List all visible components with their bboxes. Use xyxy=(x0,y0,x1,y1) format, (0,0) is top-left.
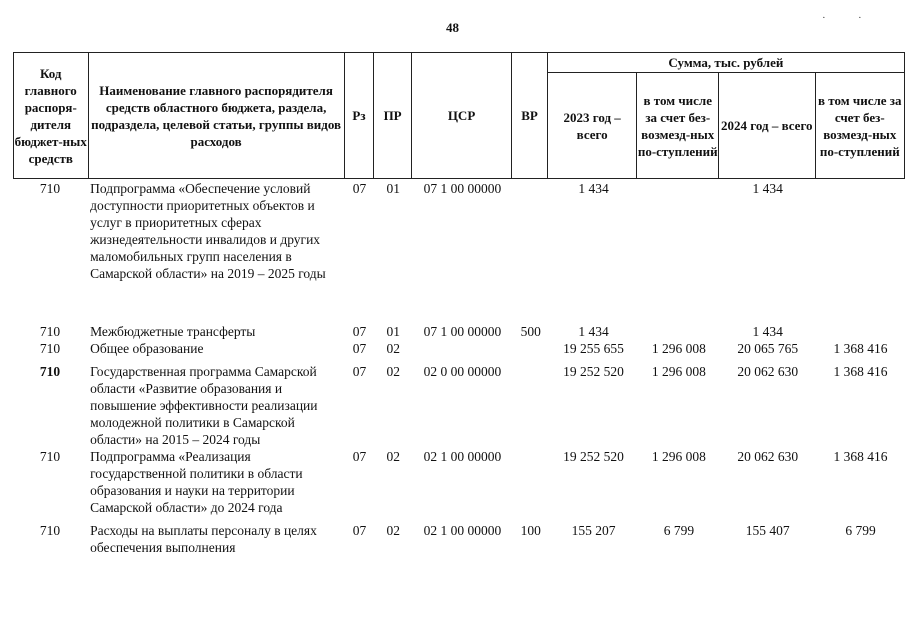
header-2023-total: 2023 год – всего xyxy=(547,73,637,179)
cell-2023-free xyxy=(638,323,719,340)
cell-csr: 07 1 00 00000 xyxy=(423,324,502,339)
cell-2024-free: 1 368 416 xyxy=(833,364,888,379)
cell-csr: 02 0 00 00000 xyxy=(423,364,502,379)
cell-2023-free xyxy=(638,180,719,323)
table-row xyxy=(13,323,905,340)
scan-mark: · xyxy=(858,12,862,24)
header-2024-total: 2024 год – всего xyxy=(719,73,816,179)
page-number: 48 xyxy=(446,20,459,35)
cell-pr: 01 xyxy=(386,181,400,196)
cell-name: Государственная программа Самарской области «Развитие образования и повышение эффективности реализации молодежной политики в Самарской области» на 2015 – 2024 годы xyxy=(90,364,318,447)
cell-code: 710 xyxy=(39,181,61,196)
cell-vr xyxy=(513,340,549,357)
header-vr: ВР xyxy=(512,53,548,179)
cell-2024-total: 20 062 630 xyxy=(737,364,799,379)
cell-csr xyxy=(412,340,513,357)
cell-csr: 02 1 00 00000 xyxy=(423,523,502,538)
cell-pr: 02 xyxy=(386,341,400,356)
cell-2023-free: 1 296 008 xyxy=(651,449,706,464)
cell-code: 710 xyxy=(39,523,61,538)
cell-2024-total: 1 434 xyxy=(752,324,783,339)
cell-2023-total: 155 207 xyxy=(571,523,616,538)
header-name: Наименование главного распорядителя средств областного бюджета, раздела, подраздела, целевой статьи, группы видов расходов xyxy=(88,53,344,179)
table-row xyxy=(13,448,905,516)
cell-rz: 07 xyxy=(352,324,367,339)
cell-2024-free: 6 799 xyxy=(845,523,876,538)
cell-2023-total: 1 434 xyxy=(578,324,609,339)
cell-2023-total: 19 252 520 xyxy=(563,449,624,464)
cell-vr xyxy=(513,180,549,323)
cell-rz: 07 xyxy=(352,341,367,356)
cell-csr: 07 1 00 00000 xyxy=(423,181,502,196)
table-row xyxy=(13,363,905,448)
header-csr: ЦСР xyxy=(411,53,511,179)
cell-name: Межбюджетные трансферты xyxy=(90,324,256,339)
cell-2024-total: 1 434 xyxy=(752,181,783,196)
table-body xyxy=(13,180,905,556)
cell-rz: 07 xyxy=(352,523,367,538)
cell-2024-free: 1 368 416 xyxy=(833,341,888,356)
cell-csr: 02 1 00 00000 xyxy=(423,449,502,464)
cell-name: Расходы на выплаты персоналу в целях обеспечения выполнения xyxy=(90,523,317,555)
cell-vr: 100 xyxy=(520,523,541,538)
cell-vr xyxy=(513,448,549,516)
cell-pr: 02 xyxy=(386,523,400,538)
cell-2023-free: 1 296 008 xyxy=(651,341,706,356)
cell-rz: 07 xyxy=(352,449,367,464)
cell-code: 710 xyxy=(39,324,61,339)
cell-code: 710 xyxy=(39,341,61,356)
scan-mark: · xyxy=(822,12,826,24)
cell-2023-total: 19 252 520 xyxy=(563,364,624,379)
cell-name: Подпрограмма «Реализация государственной политики в области образования и науки на территории Самарской области» до 2024 года xyxy=(90,449,303,515)
cell-2024-total: 20 065 765 xyxy=(737,341,799,356)
cell-2024-total: 155 407 xyxy=(745,523,790,538)
table-row xyxy=(13,180,905,323)
cell-2023-total: 19 255 655 xyxy=(563,341,624,356)
header-pr: ПР xyxy=(374,53,412,179)
header-code: Код главного распоря-дителя бюджет-ных средств xyxy=(14,53,89,179)
table-header xyxy=(13,52,905,179)
cell-name: Общее образование xyxy=(90,341,204,356)
header-rz: Рз xyxy=(344,53,374,179)
cell-rz: 07 xyxy=(352,181,367,196)
cell-vr: 500 xyxy=(520,324,541,339)
cell-pr: 02 xyxy=(386,364,400,379)
cell-vr xyxy=(513,363,549,448)
cell-2023-free: 1 296 008 xyxy=(651,364,706,379)
header-2023-free: в том числе за счет без-возмезд-ных по-ступлений xyxy=(637,73,719,179)
cell-2023-total: 1 434 xyxy=(578,181,609,196)
cell-2023-free: 6 799 xyxy=(663,523,695,538)
table-row xyxy=(13,522,905,556)
cell-pr: 01 xyxy=(386,324,400,339)
table-row xyxy=(13,340,905,357)
cell-2024-free xyxy=(816,323,905,340)
header-2024-free: в том числе за счет без-возмезд-ных по-ступлений xyxy=(815,73,904,179)
cell-2024-total: 20 062 630 xyxy=(737,449,799,464)
cell-2024-free: 1 368 416 xyxy=(833,449,888,464)
cell-pr: 02 xyxy=(386,449,400,464)
header-sum: Сумма, тыс. рублей xyxy=(547,53,904,73)
cell-code: 710 xyxy=(39,449,61,464)
cell-code: 710 xyxy=(39,364,61,379)
cell-rz: 07 xyxy=(352,364,367,379)
cell-name: Подпрограмма «Обеспечение условий доступности приоритетных объектов и услуг в приоритетных сферах жизнедеятельности инвалидов и других маломобильных групп населения в Самарской области» на 2019 – 2025 годы xyxy=(90,181,326,281)
cell-2024-free xyxy=(816,180,905,323)
